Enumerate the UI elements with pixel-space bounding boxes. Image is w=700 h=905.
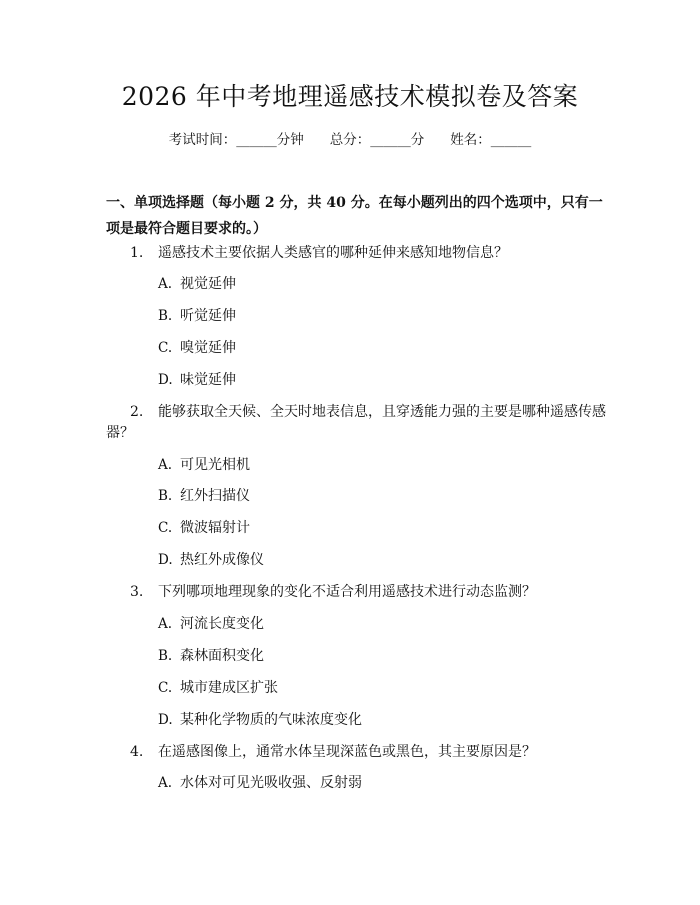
option-text: 听觉延伸 <box>180 308 236 324</box>
option-letter: C. <box>158 340 173 356</box>
question-text: 遥感技术主要依据人类感官的哪种延伸来感知地物信息？ <box>158 245 508 261</box>
option-letter: B. <box>158 488 173 504</box>
question-text: 能够获取全天候、全天时地表信息，且穿透能力强的主要是哪种遥感传感 <box>158 404 606 420</box>
option-letter: A. <box>158 457 173 473</box>
option-text: 森林面积变化 <box>180 648 264 664</box>
option-text: 味觉延伸 <box>180 372 236 388</box>
option-text: 红外扫描仪 <box>180 488 250 504</box>
exam-info-line <box>0 130 700 150</box>
option-letter: B. <box>158 648 173 664</box>
option-text: 微波辐射计 <box>180 520 250 536</box>
total-score-field: 总分：______分 <box>329 132 425 148</box>
question-number: 1. <box>130 245 144 261</box>
section-heading: 一、单项选择题（每小题 2 分，共 40 分。在每小题列出的四个选项中，只有一项是最符合题目要求的。） <box>106 195 603 237</box>
exam-time-field: 考试时间：______分钟 <box>168 132 304 148</box>
option-text: 视觉延伸 <box>180 276 236 292</box>
option-letter: C. <box>158 680 173 696</box>
option-letter: A. <box>158 775 173 791</box>
option-text: 城市建成区扩张 <box>180 680 278 696</box>
option-letter: D. <box>158 552 173 568</box>
option-letter: C. <box>158 520 173 536</box>
question-text: 下列哪项地理现象的变化不适合利用遥感技术进行动态监测？ <box>158 584 536 600</box>
question-text-continuation: 器？ <box>106 425 134 441</box>
option-text: 热红外成像仪 <box>180 552 264 568</box>
option-letter: D. <box>158 372 173 388</box>
option-text: 某种化学物质的气味浓度变化 <box>180 712 362 728</box>
option-text: 河流长度变化 <box>180 616 264 632</box>
option-text: 可见光相机 <box>180 457 250 473</box>
student-name-field: 姓名：______ <box>450 132 532 148</box>
option-text: 水体对可见光吸收强、反射弱 <box>180 775 362 791</box>
question-number: 4. <box>130 744 144 760</box>
option-text: 嗅觉延伸 <box>180 340 236 356</box>
question-number: 2. <box>130 404 144 420</box>
option-letter: B. <box>158 308 173 324</box>
question-text: 在遥感图像上，通常水体呈现深蓝色或黑色，其主要原因是？ <box>158 744 536 760</box>
option-letter: A. <box>158 616 173 632</box>
question-number: 3. <box>130 584 144 600</box>
page-title: 2026 年中考地理遥感技术模拟卷及答案 <box>121 82 579 111</box>
option-letter: A. <box>158 276 173 292</box>
option-letter: D. <box>158 712 173 728</box>
